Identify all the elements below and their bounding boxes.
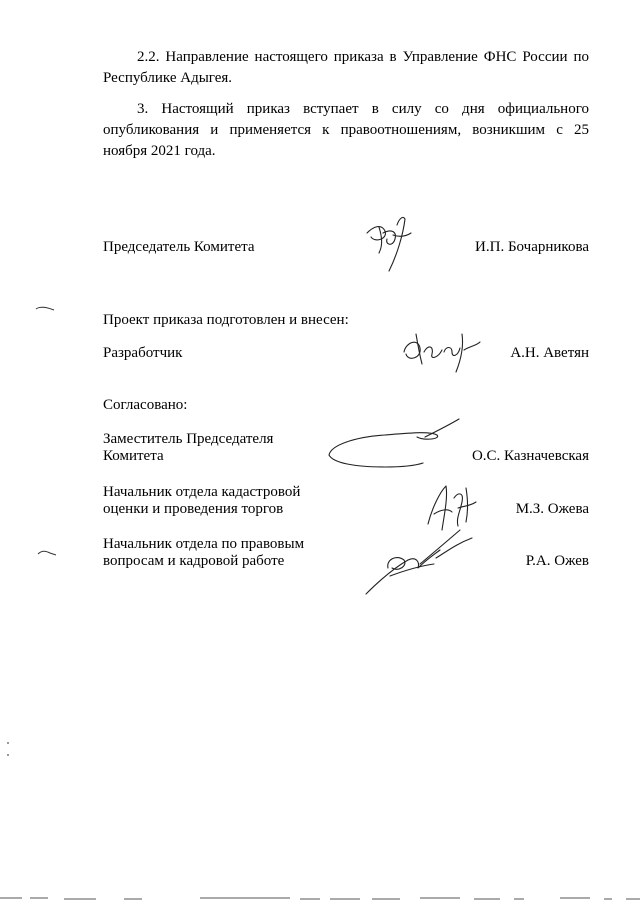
scan-mark-decoration <box>34 305 56 313</box>
signer-role: Заместитель Председателя <box>103 431 274 447</box>
scan-edge-decoration <box>0 890 640 902</box>
department-head-signature <box>418 478 488 540</box>
signer-role: Комитета <box>103 448 164 464</box>
deputy-chairman-signature <box>325 415 465 475</box>
paragraph-2-2 <box>103 47 589 89</box>
paragraph-line: ноября 2021 года. <box>103 143 216 159</box>
prepared-label: Проект приказа подготовлен и внесен: <box>103 312 349 328</box>
paragraph-line: 3. Настоящий приказ вступает в силу со дня официального <box>137 101 589 117</box>
paragraph-3 <box>103 99 589 162</box>
signer-role: Начальник отдела по правовым <box>103 536 305 552</box>
signer-role: Начальник отдела кадастровой <box>103 484 301 500</box>
chairman-signature <box>355 205 425 280</box>
signer-name: О.С. Казначевская <box>471 448 589 464</box>
scan-mark-decoration <box>5 740 11 760</box>
scan-mark-decoration <box>36 548 58 558</box>
paragraph-line: Республике Адыгея. <box>103 70 233 86</box>
signer-role: вопросам и кадровой работе <box>103 553 285 569</box>
developer-role: Разработчик <box>103 345 183 361</box>
agreed-label: Согласовано: <box>103 397 188 413</box>
signer-role: оценки и проведения торгов <box>103 501 284 517</box>
paragraph-line: опубликования и применяется к правоотношениям, возникшим с 25 <box>103 122 589 138</box>
paragraph-line: 2.2. Направление настоящего приказа в Управление ФНС России по <box>137 49 589 65</box>
chairman-title: Председатель Комитета <box>103 239 255 255</box>
signer-name: М.З. Ожева <box>515 501 589 517</box>
developer-name: А.Н. Аветян <box>510 345 589 361</box>
developer-signature <box>398 322 488 377</box>
chairman-name: И.П. Бочарникова <box>475 239 589 255</box>
legal-head-signature <box>360 520 480 600</box>
signer-name: Р.А. Ожев <box>525 553 589 569</box>
